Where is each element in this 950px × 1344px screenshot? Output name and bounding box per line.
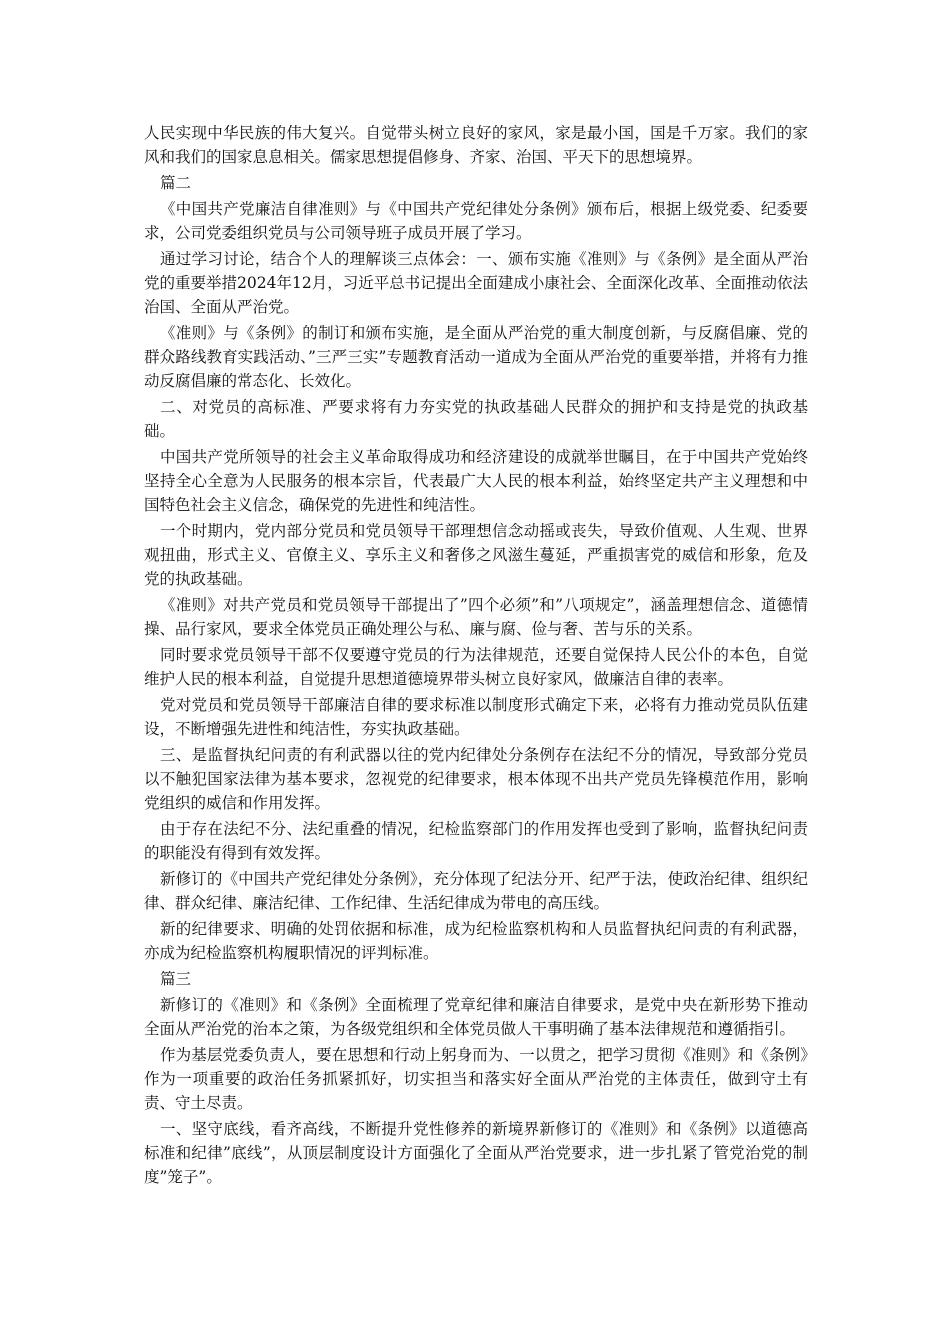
section-heading-part-two: 篇二 (160, 174, 192, 192)
paragraph: 中国共产党所领导的社会主义革命取得成功和经济建设的成就举世瞩目，在于中国共产党始终坚持全心全意为人民服务的根本宗旨，代表最广大人民的根本利益，始终坚定共产主义理想和中国特色社会主义信念，确保党的先进性和纯洁性。 (144, 448, 808, 514)
paragraph: 《中国共产党廉洁自律准则》与《中国共产党纪律处分条例》颁布后，根据上级党委、纪委要求，公司党委组织党员与公司领导班子成员开展了学习。 (144, 200, 808, 242)
document-page (144, 121, 808, 1191)
paragraph: 党对党员和党员领导干部廉洁自律的要求标准以制度形式确定下来，必将有力推动党员队伍建设，不断增强先进性和纯洁性，夯实执政基础。 (144, 696, 808, 738)
paragraph: 同时要求党员领导干部不仅要遵守党员的行为法律规范，还要自觉保持人民公仆的本色，自觉维护人民的根本利益，自觉提升思想道德境界带头树立良好家风，做廉洁自律的表率。 (144, 646, 808, 688)
paragraph: 作为基层党委负责人，要在思想和行动上躬身而为、一以贯之，把学习贯彻《准则》和《条例》作为一项重要的政治任务抓紧抓好，切实担当和落实好全面从严治党的主体责任，做到守土有责、守土尽责。 (144, 1046, 808, 1112)
paragraph: 一、坚守底线，看齐高线，不断提升党性修养的新境界新修订的《准则》和《条例》以道德高标准和纪律”底线”，从顶层制度设计方面强化了全面从严治党要求，进一步扎紧了管党治党的制度”笼子”。 (144, 1120, 808, 1186)
paragraph: 一个时期内，党内部分党员和党员领导干部理想信念动摇或丧失，导致价值观、人生观、世界观扭曲，形式主义、官僚主义、享乐主义和奢侈之风滋生蔓延，严重损害党的威信和形象，危及党的执政基础。 (144, 522, 808, 588)
paragraph: 新的纪律要求、明确的处罚依据和标准，成为纪检监察机构和人员监督执纪问责的有利武器，亦成为纪检监察机构履职情况的评判标准。 (144, 920, 808, 962)
paragraph: 《准则》与《条例》的制订和颁布实施，是全面从严治党的重大制度创新，与反腐倡廉、党的群众路线教育实践活动、”三严三实”专题教育活动一道成为全面从严治党的重要举措，并将有力推动反腐倡廉的常态化、长效化。 (144, 324, 808, 390)
paragraph: 由于存在法纪不分、法纪重叠的情况，纪检监察部门的作用发挥也受到了影响，监督执纪问责的职能没有得到有效发挥。 (144, 820, 808, 862)
paragraph-intro-continued: 人民实现中华民族的伟大复兴。自觉带头树立良好的家风，家是最小国，国是千万家。我们的家风和我们的国家息息相关。儒家思想提倡修身、齐家、治国、平天下的思想境界。 (144, 124, 808, 166)
paragraph: 通过学习讨论，结合个人的理解谈三点体会：一、颁布实施《准则》与《条例》是全面从严治党的重要举措2024年12月，习近平总书记提出全面建成小康社会、全面深化改革、全面推动依法治国、全面从严治党。 (144, 250, 808, 316)
paragraph: 二、对党员的高标准、严要求将有力夯实党的执政基础人民群众的拥护和支持是党的执政基础。 (144, 398, 808, 440)
paragraph: 新修订的《准则》和《条例》全面梳理了党章纪律和廉洁自律要求，是党中央在新形势下推动全面从严治党的治本之策，为各级党组织和全体党员做人干事明确了基本法律规范和遵循指引。 (144, 996, 808, 1038)
section-heading-part-three: 篇三 (160, 970, 192, 988)
paragraph: 《准则》对共产党员和党员领导干部提出了”四个必须”和”八项规定”，涵盖理想信念、道德情操、品行家风，要求全体党员正确处理公与私、廉与腐、俭与奢、苦与乐的关系。 (144, 596, 808, 638)
paragraph: 三、是监督执纪问责的有利武器以往的党内纪律处分条例存在法纪不分的情况，导致部分党员以不触犯国家法律为基本要求，忽视党的纪律要求，根本体现不出共产党员先锋模范作用，影响党组织的威信和作用发挥。 (144, 746, 808, 812)
paragraph: 新修订的《中国共产党纪律处分条例》，充分体现了纪法分开、纪严于法，使政治纪律、组织纪律、群众纪律、廉洁纪律、工作纪律、生活纪律成为带电的高压线。 (144, 870, 808, 912)
